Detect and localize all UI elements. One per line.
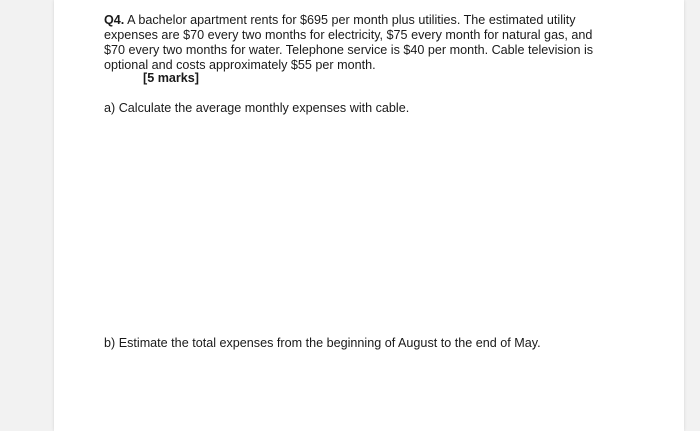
document-page (54, 0, 684, 431)
question-text (104, 13, 616, 73)
part-b-text: b) Estimate the total expenses from the beginning of August to the end of May. (104, 336, 541, 350)
question-body: A bachelor apartment rents for $695 per month plus utilities. The estimated utility expenses are $70 every two months for electricity, $75 every month for natural gas, and $70 every two months for water. Telephone service is $40 per month. Cable television is optional and costs approximately $55 per month. (104, 13, 594, 72)
question-number: Q4. (104, 13, 125, 27)
part-a-text: a) Calculate the average monthly expenses with cable. (104, 101, 410, 115)
marks-label: [5 marks] (143, 71, 200, 85)
